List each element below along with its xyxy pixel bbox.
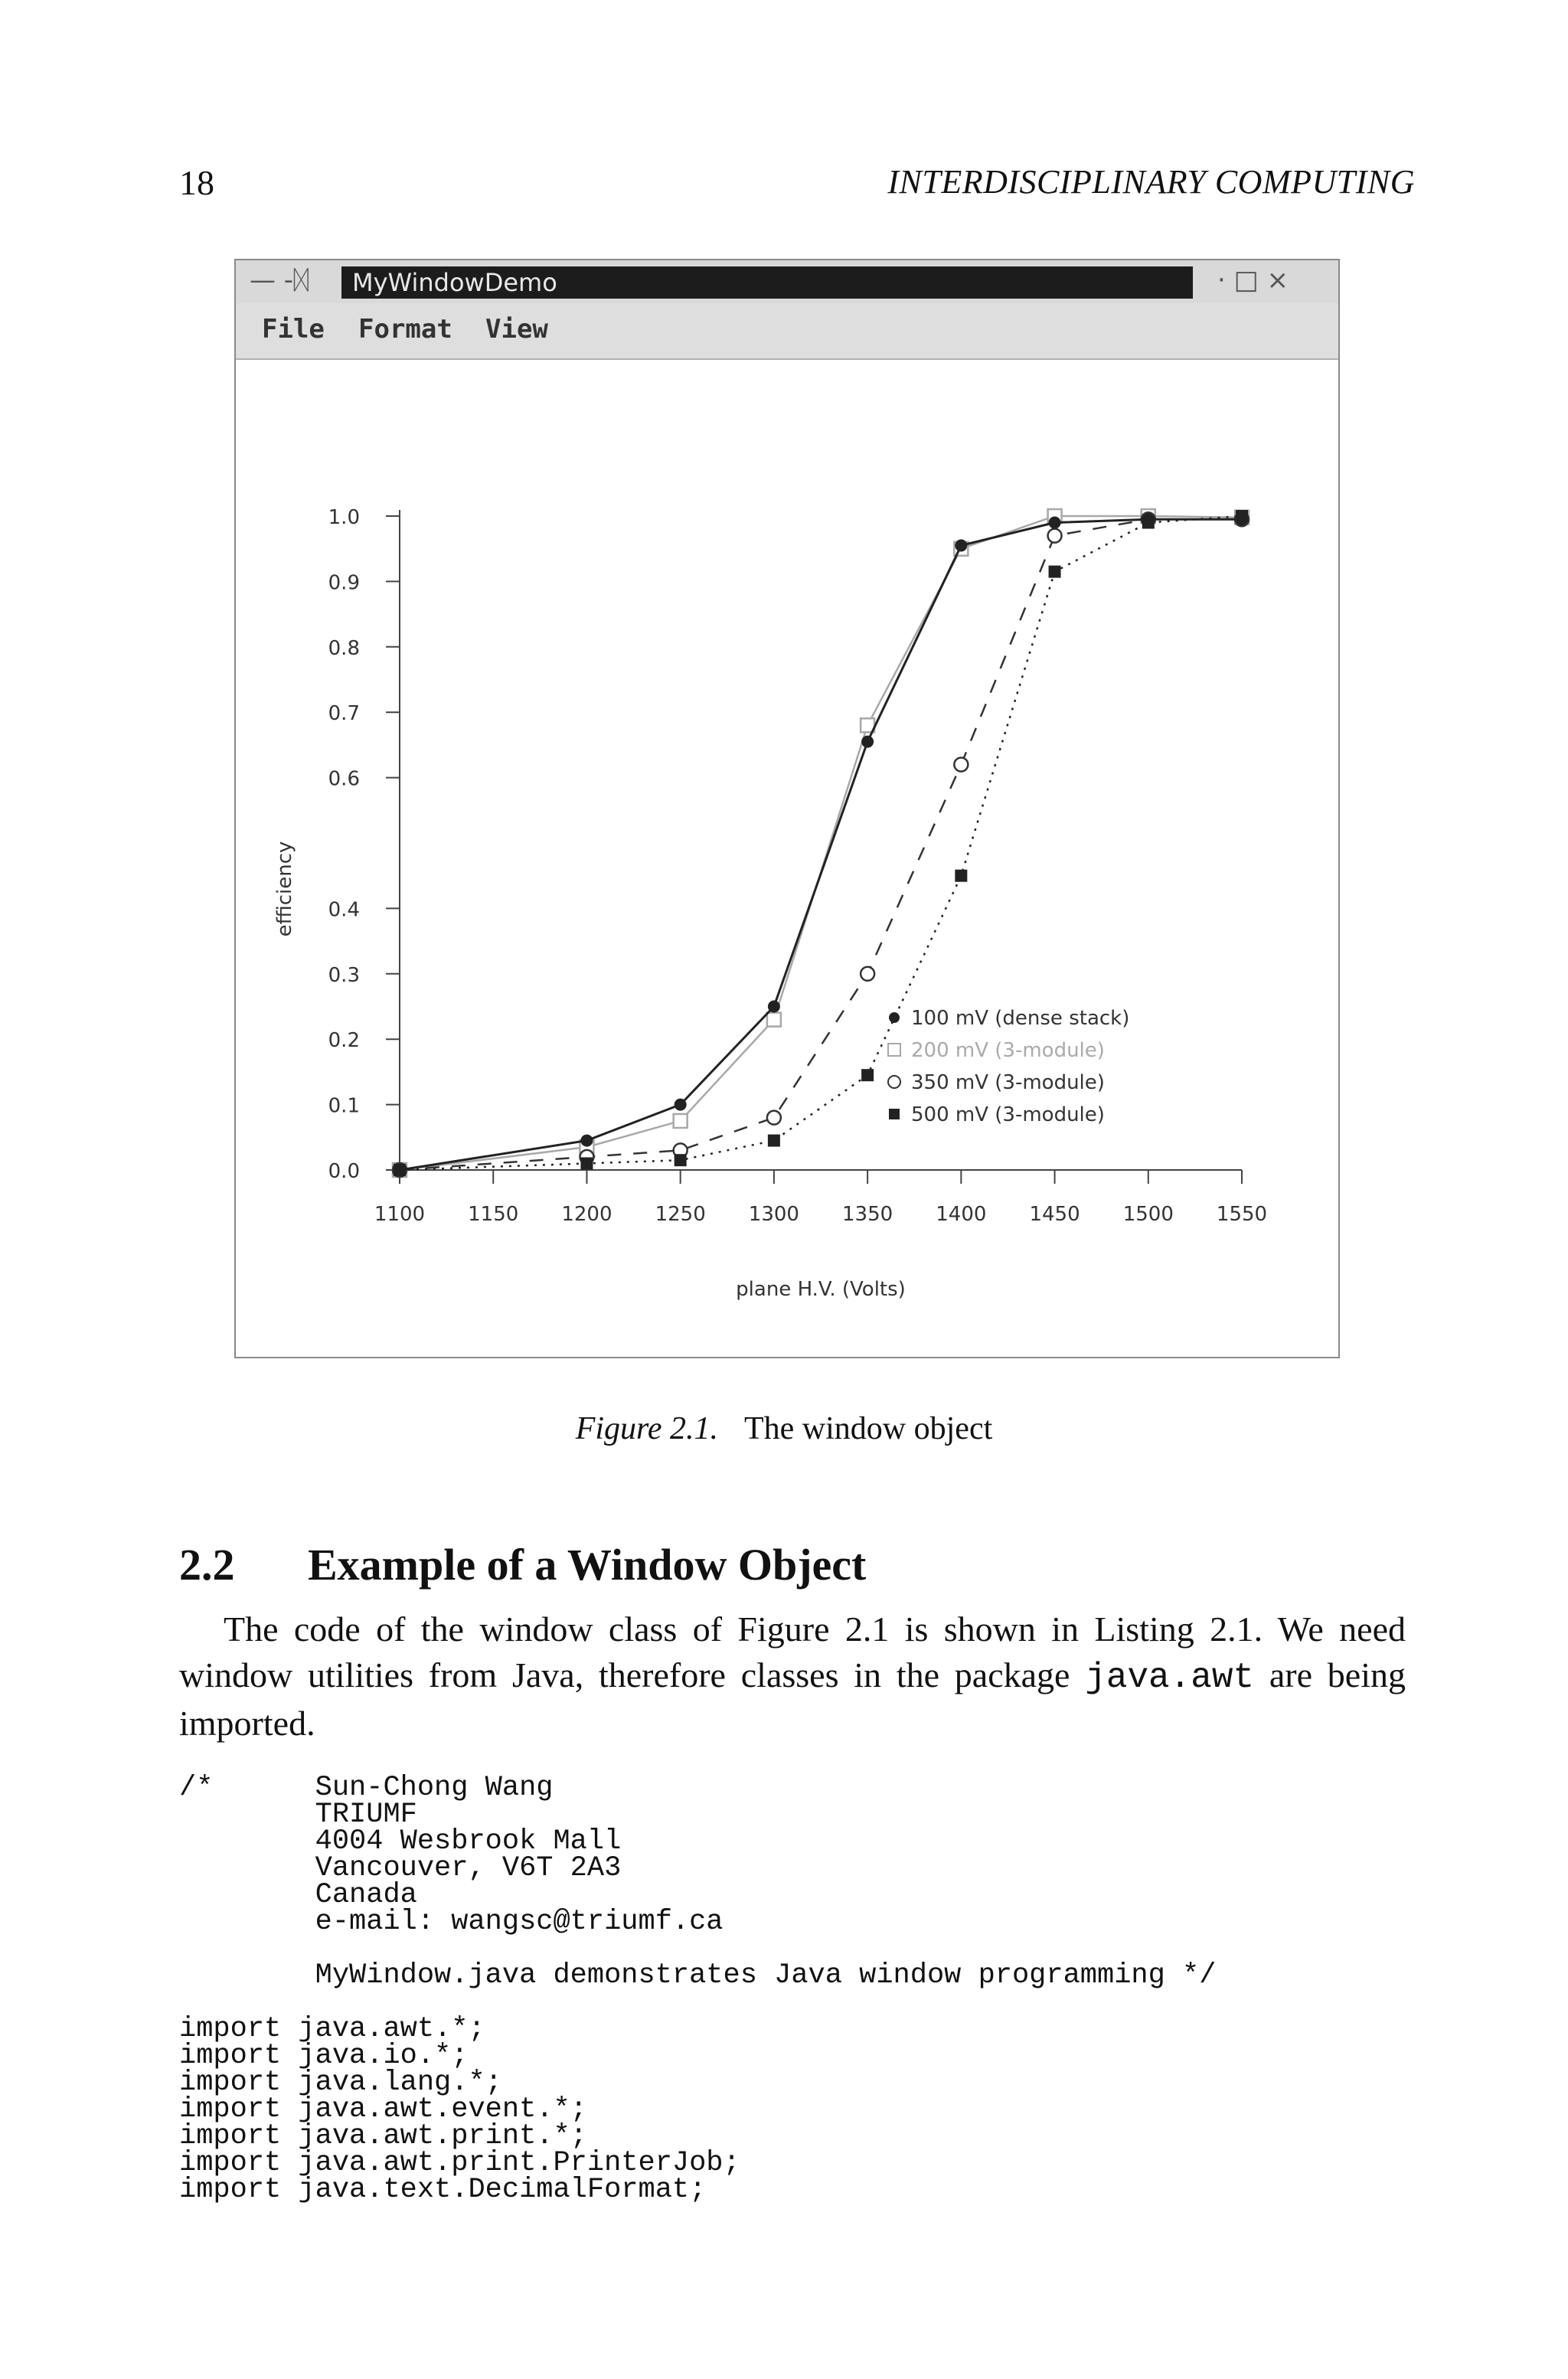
efficiency-chart (236, 358, 1338, 1354)
code-line: import java.awt.print.*; (179, 2120, 587, 2152)
legend-label: 200 mV (3-module) (911, 1039, 1105, 1062)
data-point (954, 758, 968, 772)
series-line (400, 516, 1242, 1170)
x-tick-label: 1250 (655, 1203, 706, 1226)
data-point (767, 1111, 781, 1125)
window-title: MyWindowDemo (341, 266, 1193, 299)
x-tick-label: 1300 (748, 1203, 799, 1226)
code-line: e-mail: wangsc@triumf.ca (179, 1906, 724, 1938)
window-titlebar[interactable] (236, 260, 1338, 303)
figure-label: Figure 2.1. (575, 1411, 718, 1446)
x-tick-label: 1100 (374, 1203, 426, 1226)
code-line: import java.awt.*; (179, 2013, 485, 2045)
data-point (1049, 566, 1061, 578)
x-tick-label: 1400 (936, 1203, 987, 1226)
legend-label: 100 mV (dense stack) (911, 1007, 1130, 1030)
y-tick-label: 0.6 (328, 767, 360, 791)
x-tick-label: 1450 (1029, 1203, 1080, 1226)
series-line (400, 519, 1242, 1170)
window-screenshot (234, 259, 1340, 1358)
data-point (1142, 513, 1155, 525)
y-tick-label: 0.1 (328, 1094, 360, 1118)
data-point (767, 1013, 781, 1027)
data-point (580, 1135, 593, 1147)
data-point (394, 1164, 406, 1176)
code-line: import java.awt.print.PrinterJob; (179, 2147, 740, 2179)
y-tick-label: 0.2 (328, 1029, 360, 1053)
code-line: import java.lang.*; (179, 2067, 502, 2099)
code-line: import java.text.DecimalFormat; (179, 2174, 707, 2206)
figure-text: The window object (744, 1411, 993, 1446)
y-axis-label: efficiency (273, 841, 296, 937)
menu-format[interactable]: Format (358, 314, 452, 345)
paragraph-text-2: are being imported. (179, 1655, 1406, 1743)
section-title: Example of a Window Object (308, 1540, 867, 1590)
y-tick-label: 0.3 (328, 963, 360, 987)
data-point (768, 1001, 780, 1013)
x-tick-label: 1350 (842, 1203, 893, 1226)
page-number: 18 (179, 163, 214, 202)
code-line: /* Sun-Chong Wang (179, 1772, 554, 1804)
menu-file[interactable]: File (262, 314, 325, 345)
legend-marker (889, 1109, 900, 1119)
series-line (400, 519, 1242, 1170)
code-line: 4004 Wesbrook Mall (179, 1825, 622, 1858)
y-tick-label: 1.0 (328, 506, 360, 529)
code-line: Vancouver, V6T 2A3 (179, 1852, 622, 1884)
section-number: 2.2 (179, 1540, 235, 1590)
x-axis-label: plane H.V. (Volts) (736, 1278, 906, 1301)
menu-view[interactable]: View (485, 314, 548, 345)
code-line: TRIUMF (179, 1799, 417, 1831)
y-tick-label: 0.7 (328, 702, 360, 726)
data-point (674, 1114, 688, 1128)
code-listing (179, 1772, 1217, 2206)
y-tick-label: 0.9 (328, 571, 360, 595)
x-tick-label: 1150 (468, 1203, 519, 1226)
legend-label: 350 mV (3-module) (911, 1071, 1105, 1094)
y-tick-label: 0.0 (328, 1160, 360, 1183)
body-paragraph (179, 1606, 1406, 1747)
data-point (1048, 529, 1062, 543)
data-point (861, 967, 874, 981)
section-heading (179, 1539, 866, 1590)
figure-caption (0, 1410, 1568, 1447)
data-point (955, 870, 967, 882)
data-point (861, 1069, 874, 1081)
series-line (400, 516, 1242, 1170)
legend-marker (889, 1012, 900, 1023)
legend-marker (888, 1044, 900, 1056)
menu-bar (236, 303, 1338, 360)
data-point (675, 1154, 687, 1166)
window-controls-icon[interactable]: · □ × (1217, 265, 1289, 296)
legend-label: 500 mV (3-module) (911, 1103, 1105, 1126)
code-line: Canada (179, 1879, 417, 1911)
legend-marker (888, 1076, 900, 1088)
code-line: MyWindow.java demonstrates Java window programming */ (179, 1959, 1217, 1992)
x-tick-label: 1200 (561, 1203, 612, 1226)
data-point (580, 1157, 593, 1169)
running-head: INTERDISCIPLINARY COMPUTING (887, 163, 1415, 201)
data-point (1236, 513, 1248, 525)
data-point (1049, 517, 1061, 529)
code-line: import java.awt.event.*; (179, 2093, 587, 2126)
data-point (955, 539, 967, 551)
x-tick-label: 1500 (1122, 1203, 1174, 1226)
data-point (861, 736, 874, 748)
y-tick-label: 0.4 (328, 898, 360, 922)
y-tick-label: 0.8 (328, 636, 360, 660)
paragraph-text-1: The code of the window class of Figure 2.1 is shown in Listing 2.1. We need window utilities from Java, therefore classes in the package (179, 1609, 1406, 1694)
data-point (768, 1135, 780, 1147)
code-line: import java.io.*; (179, 2040, 469, 2072)
data-point (675, 1099, 687, 1111)
paragraph-code: java.awt (1085, 1658, 1255, 1698)
x-tick-label: 1550 (1216, 1203, 1268, 1226)
window-menu-icon[interactable]: — -ᛞ (250, 265, 309, 296)
